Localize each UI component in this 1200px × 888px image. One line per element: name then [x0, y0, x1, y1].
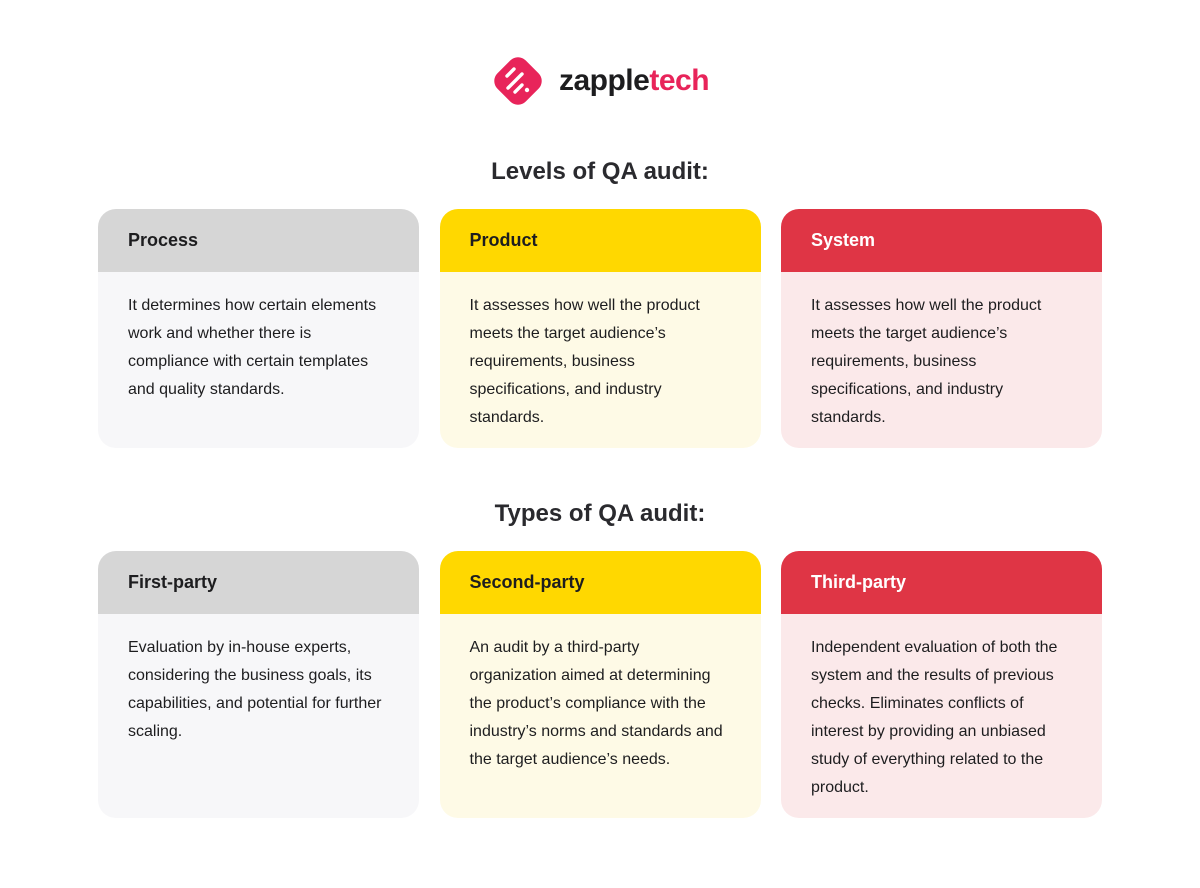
card-text: An audit by a third-party organization aimed at determining the product’s compliance with the industry’s norms and standards and the target audience’s needs. — [440, 614, 761, 818]
card-text: Evaluation by in-house experts, considering the business goals, its capabilities, and potential for further scaling. — [98, 614, 419, 818]
level-card-process — [98, 209, 419, 448]
levels-cards — [98, 209, 1102, 448]
card-text: It assesses how well the product meets the target audience’s requirements, business specifications, and industry standards. — [440, 272, 761, 448]
brand-logo — [0, 54, 1200, 108]
card-text: It assesses how well the product meets the target audience’s requirements, business specifications, and industry standards. — [781, 272, 1102, 448]
card-title: Second-party — [440, 551, 761, 614]
card-title: System — [781, 209, 1102, 272]
levels-title: Levels of QA audit: — [491, 158, 709, 185]
type-card-third-party — [781, 551, 1102, 818]
card-title: First-party — [98, 551, 419, 614]
card-text: Independent evaluation of both the system and the results of previous checks. Eliminates conflicts of interest by providing an unbiased study of everything related to the product. — [781, 614, 1102, 818]
level-card-system — [781, 209, 1102, 448]
brand-name — [559, 64, 709, 98]
type-card-second-party — [440, 551, 761, 818]
card-title: Product — [440, 209, 761, 272]
card-title: Process — [98, 209, 419, 272]
brand-name-part2: tech — [649, 64, 710, 97]
zappletech-logo-icon — [491, 54, 545, 108]
types-title: Types of QA audit: — [494, 500, 706, 527]
brand-name-part1: zapple — [558, 64, 650, 97]
card-text: It determines how certain elements work and whether there is compliance with certain templates and quality standards. — [98, 272, 419, 448]
level-card-product — [440, 209, 761, 448]
types-cards — [98, 551, 1102, 818]
card-title: Third-party — [781, 551, 1102, 614]
type-card-first-party — [98, 551, 419, 818]
